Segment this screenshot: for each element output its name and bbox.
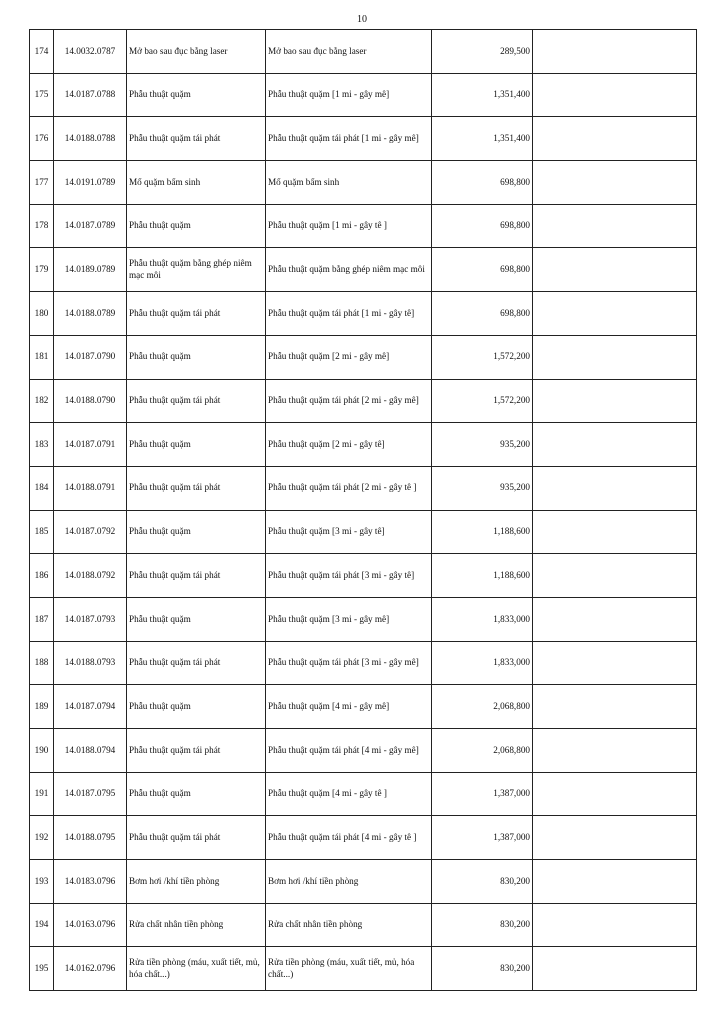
service-price: 698,800 bbox=[432, 204, 533, 248]
table-row bbox=[30, 772, 697, 816]
page-number: 10 bbox=[357, 14, 367, 25]
table-row bbox=[30, 423, 697, 467]
service-note bbox=[533, 73, 697, 117]
table-row bbox=[30, 685, 697, 729]
service-note bbox=[533, 597, 697, 641]
row-number: 195 bbox=[30, 947, 54, 991]
service-detail-name: Phẫu thuật quặm bằng ghép niêm mạc môi bbox=[266, 248, 432, 292]
service-code: 14.0187.0792 bbox=[54, 510, 127, 554]
service-note bbox=[533, 292, 697, 336]
service-detail-name: Phẫu thuật quặm tái phát [4 mi - gây tê ] bbox=[266, 816, 432, 860]
row-number: 175 bbox=[30, 73, 54, 117]
service-note bbox=[533, 30, 697, 74]
service-code: 14.0188.0788 bbox=[54, 117, 127, 161]
service-note bbox=[533, 117, 697, 161]
row-number: 194 bbox=[30, 903, 54, 947]
service-code: 14.0191.0789 bbox=[54, 161, 127, 205]
service-price: 1,351,400 bbox=[432, 73, 533, 117]
row-number: 179 bbox=[30, 248, 54, 292]
service-code: 14.0187.0791 bbox=[54, 423, 127, 467]
service-price: 1,188,600 bbox=[432, 510, 533, 554]
service-detail-name: Phẫu thuật quặm tái phát [2 mi - gây mê] bbox=[266, 379, 432, 423]
row-number: 190 bbox=[30, 729, 54, 773]
row-number: 180 bbox=[30, 292, 54, 336]
service-name: Phẫu thuật quặm bằng ghép niêm mạc môi bbox=[127, 248, 266, 292]
row-number: 191 bbox=[30, 772, 54, 816]
service-name: Phẫu thuật quặm bbox=[127, 510, 266, 554]
service-detail-name: Phẫu thuật quặm tái phát [1 mi - gây mê] bbox=[266, 117, 432, 161]
service-name: Phẫu thuật quặm bbox=[127, 204, 266, 248]
service-price: 289,500 bbox=[432, 30, 533, 74]
table-row bbox=[30, 335, 697, 379]
service-note bbox=[533, 204, 697, 248]
service-price: 698,800 bbox=[432, 161, 533, 205]
service-detail-name: Phẫu thuật quặm [2 mi - gây mê] bbox=[266, 335, 432, 379]
service-name: Phẫu thuật quặm bbox=[127, 73, 266, 117]
service-note bbox=[533, 466, 697, 510]
service-price: 2,068,800 bbox=[432, 685, 533, 729]
service-price: 1,387,000 bbox=[432, 772, 533, 816]
service-detail-name: Phẫu thuật quặm tái phát [2 mi - gây tê ] bbox=[266, 466, 432, 510]
service-price: 1,572,200 bbox=[432, 379, 533, 423]
service-price: 1,188,600 bbox=[432, 554, 533, 598]
service-detail-name: Bơm hơi /khí tiền phòng bbox=[266, 860, 432, 904]
service-code: 14.0163.0796 bbox=[54, 903, 127, 947]
service-price: 935,200 bbox=[432, 466, 533, 510]
service-code: 14.0032.0787 bbox=[54, 30, 127, 74]
table-row bbox=[30, 947, 697, 991]
service-detail-name: Phẫu thuật quặm [1 mi - gây mê] bbox=[266, 73, 432, 117]
table-row bbox=[30, 204, 697, 248]
service-code: 14.0188.0789 bbox=[54, 292, 127, 336]
service-note bbox=[533, 947, 697, 991]
service-note bbox=[533, 335, 697, 379]
service-name: Bơm hơi /khí tiền phòng bbox=[127, 860, 266, 904]
service-detail-name: Phẫu thuật quặm [1 mi - gây tê ] bbox=[266, 204, 432, 248]
table-row bbox=[30, 30, 697, 74]
service-note bbox=[533, 161, 697, 205]
service-note bbox=[533, 903, 697, 947]
row-number: 174 bbox=[30, 30, 54, 74]
service-price: 830,200 bbox=[432, 860, 533, 904]
service-price: 1,833,000 bbox=[432, 641, 533, 685]
service-name: Phẫu thuật quặm tái phát bbox=[127, 466, 266, 510]
table-row bbox=[30, 379, 697, 423]
service-detail-name: Mổ quặm bẩm sinh bbox=[266, 161, 432, 205]
service-name: Mở bao sau đục bằng laser bbox=[127, 30, 266, 74]
service-code: 14.0187.0793 bbox=[54, 597, 127, 641]
table-row bbox=[30, 903, 697, 947]
table-row bbox=[30, 641, 697, 685]
service-price: 2,068,800 bbox=[432, 729, 533, 773]
service-detail-name: Phẫu thuật quặm [4 mi - gây tê ] bbox=[266, 772, 432, 816]
service-code: 14.0187.0788 bbox=[54, 73, 127, 117]
row-number: 192 bbox=[30, 816, 54, 860]
service-note bbox=[533, 423, 697, 467]
table-row bbox=[30, 816, 697, 860]
service-price: 1,351,400 bbox=[432, 117, 533, 161]
table-row bbox=[30, 248, 697, 292]
service-name: Phẫu thuật quặm bbox=[127, 423, 266, 467]
table-row bbox=[30, 117, 697, 161]
row-number: 189 bbox=[30, 685, 54, 729]
service-name: Phẫu thuật quặm tái phát bbox=[127, 292, 266, 336]
service-note bbox=[533, 379, 697, 423]
service-detail-name: Mở bao sau đục bằng laser bbox=[266, 30, 432, 74]
service-name: Rửa chất nhân tiền phòng bbox=[127, 903, 266, 947]
service-name: Phẫu thuật quặm tái phát bbox=[127, 554, 266, 598]
service-price: 830,200 bbox=[432, 903, 533, 947]
service-code: 14.0183.0796 bbox=[54, 860, 127, 904]
table-row bbox=[30, 161, 697, 205]
table-row bbox=[30, 73, 697, 117]
service-note bbox=[533, 729, 697, 773]
table-body bbox=[30, 30, 697, 991]
service-detail-name: Rửa tiền phòng (máu, xuất tiết, mủ, hóa chất...) bbox=[266, 947, 432, 991]
service-detail-name: Rửa chất nhân tiền phòng bbox=[266, 903, 432, 947]
service-detail-name: Phẫu thuật quặm [3 mi - gây tê] bbox=[266, 510, 432, 554]
service-name: Phẫu thuật quặm tái phát bbox=[127, 729, 266, 773]
service-code: 14.0187.0789 bbox=[54, 204, 127, 248]
service-note bbox=[533, 816, 697, 860]
service-note bbox=[533, 641, 697, 685]
service-code: 14.0162.0796 bbox=[54, 947, 127, 991]
service-code: 14.0189.0789 bbox=[54, 248, 127, 292]
row-number: 186 bbox=[30, 554, 54, 598]
service-note bbox=[533, 860, 697, 904]
service-name: Phẫu thuật quặm bbox=[127, 685, 266, 729]
row-number: 177 bbox=[30, 161, 54, 205]
service-code: 14.0188.0791 bbox=[54, 466, 127, 510]
service-code: 14.0188.0793 bbox=[54, 641, 127, 685]
table-row bbox=[30, 729, 697, 773]
table-row bbox=[30, 597, 697, 641]
service-price: 1,572,200 bbox=[432, 335, 533, 379]
service-detail-name: Phẫu thuật quặm [2 mi - gây tê] bbox=[266, 423, 432, 467]
service-price: 698,800 bbox=[432, 248, 533, 292]
service-name: Phẫu thuật quặm tái phát bbox=[127, 816, 266, 860]
service-code: 14.0188.0790 bbox=[54, 379, 127, 423]
service-detail-name: Phẫu thuật quặm tái phát [3 mi - gây tê] bbox=[266, 554, 432, 598]
service-price: 698,800 bbox=[432, 292, 533, 336]
row-number: 181 bbox=[30, 335, 54, 379]
service-note bbox=[533, 554, 697, 598]
price-table bbox=[29, 29, 697, 991]
service-note bbox=[533, 772, 697, 816]
service-name: Phẫu thuật quặm tái phát bbox=[127, 379, 266, 423]
table-row bbox=[30, 292, 697, 336]
row-number: 182 bbox=[30, 379, 54, 423]
service-price: 1,833,000 bbox=[432, 597, 533, 641]
service-price: 1,387,000 bbox=[432, 816, 533, 860]
row-number: 185 bbox=[30, 510, 54, 554]
service-name: Phẫu thuật quặm bbox=[127, 772, 266, 816]
service-code: 14.0188.0794 bbox=[54, 729, 127, 773]
row-number: 183 bbox=[30, 423, 54, 467]
table-row bbox=[30, 510, 697, 554]
service-code: 14.0187.0790 bbox=[54, 335, 127, 379]
row-number: 187 bbox=[30, 597, 54, 641]
service-name: Mổ quặm bẩm sinh bbox=[127, 161, 266, 205]
service-detail-name: Phẫu thuật quặm tái phát [4 mi - gây mê] bbox=[266, 729, 432, 773]
service-code: 14.0188.0792 bbox=[54, 554, 127, 598]
row-number: 178 bbox=[30, 204, 54, 248]
service-note bbox=[533, 685, 697, 729]
row-number: 188 bbox=[30, 641, 54, 685]
service-detail-name: Phẫu thuật quặm [3 mi - gây mê] bbox=[266, 597, 432, 641]
service-note bbox=[533, 510, 697, 554]
service-detail-name: Phẫu thuật quặm [4 mi - gây mê] bbox=[266, 685, 432, 729]
service-code: 14.0187.0794 bbox=[54, 685, 127, 729]
table-row bbox=[30, 466, 697, 510]
table-row bbox=[30, 860, 697, 904]
service-price: 935,200 bbox=[432, 423, 533, 467]
row-number: 193 bbox=[30, 860, 54, 904]
row-number: 176 bbox=[30, 117, 54, 161]
service-code: 14.0187.0795 bbox=[54, 772, 127, 816]
service-name: Rửa tiền phòng (máu, xuất tiết, mủ, hóa chất...) bbox=[127, 947, 266, 991]
row-number: 184 bbox=[30, 466, 54, 510]
service-name: Phẫu thuật quặm tái phát bbox=[127, 641, 266, 685]
table-row bbox=[30, 554, 697, 598]
service-detail-name: Phẫu thuật quặm tái phát [1 mi - gây tê] bbox=[266, 292, 432, 336]
service-name: Phẫu thuật quặm tái phát bbox=[127, 117, 266, 161]
service-name: Phẫu thuật quặm bbox=[127, 335, 266, 379]
service-detail-name: Phẫu thuật quặm tái phát [3 mi - gây mê] bbox=[266, 641, 432, 685]
service-note bbox=[533, 248, 697, 292]
service-name: Phẫu thuật quặm bbox=[127, 597, 266, 641]
service-price: 830,200 bbox=[432, 947, 533, 991]
service-code: 14.0188.0795 bbox=[54, 816, 127, 860]
